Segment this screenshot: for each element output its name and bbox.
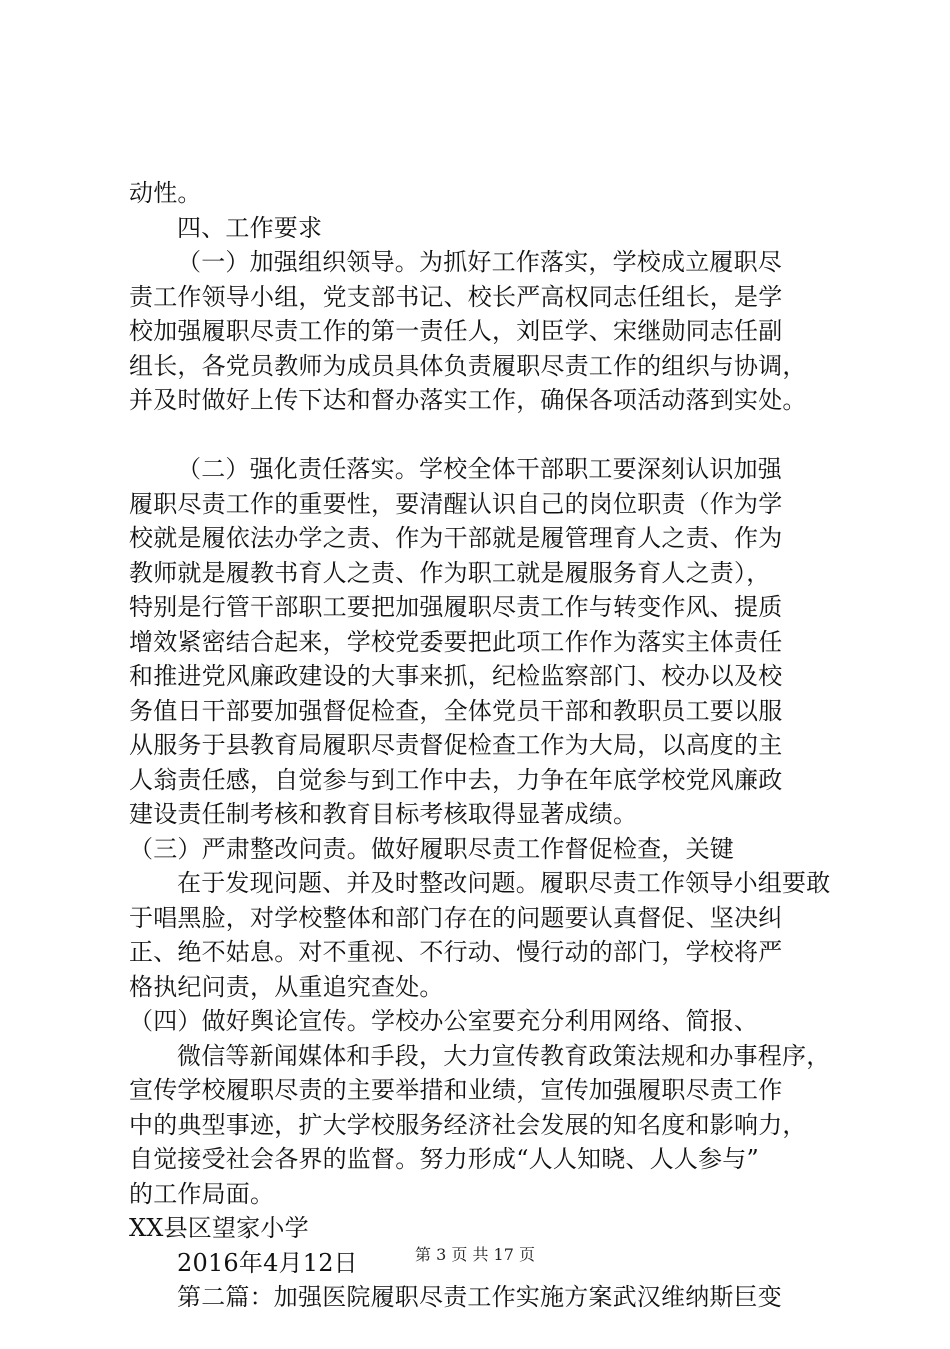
page-number-label: 第 3 页 共 17 页: [415, 1245, 535, 1264]
document-body: [129, 176, 845, 1349]
signature-date: 第二篇：加强医院履职尽责工作实施方案武汉维纳斯巨变: [129, 1280, 845, 1315]
text-line: 格执纪问责，从重追究查处。: [129, 970, 845, 1005]
paragraph-start: 在于发现问题、并及时整改问题。履职尽责工作领导小组要敢: [129, 866, 845, 901]
text-line: （三）严肃整改问责。做好履职尽责工作督促检查，关键: [129, 832, 845, 867]
text-line: 特别是行管干部职工要把加强履职尽责工作与转变作风、提质: [129, 590, 845, 625]
text-line: 责工作领导小组，党支部书记、校长严高权同志任组长，是学: [129, 280, 845, 315]
paragraph-start: 微信等新闻媒体和手段，大力宣传教育政策法规和办事程序，: [129, 1039, 845, 1074]
text-line: 自觉接受社会各界的监督。努力形成“人人知晓、人人参与”: [129, 1142, 845, 1177]
text-line: 增效紧密结合起来，学校党委要把此项工作作为落实主体责任: [129, 625, 845, 660]
text-line: 校就是履依法办学之责、作为干部就是履管理育人之责、作为: [129, 521, 845, 556]
text-line: 从服务于县教育局履职尽责督促检查工作为大局，以高度的主: [129, 728, 845, 763]
text-line: （四）做好舆论宣传。学校办公室要充分利用网络、简报、: [129, 1004, 845, 1039]
text-line: 务值日干部要加强督促检查，全体党员干部和教职员工要以服: [129, 694, 845, 729]
text-line: 于唱黑脸，对学校整体和部门存在的问题要认真督促、坚决纠: [129, 901, 845, 936]
text-line: 并及时做好上传下达和督办落实工作，确保各项活动落到实处。: [129, 383, 845, 418]
text-line: 履职尽责工作的重要性，要清醒认识自己的岗位职责（作为学: [129, 487, 845, 522]
section-heading: 四、工作要求: [129, 211, 845, 246]
paragraph-start: （二）强化责任落实。学校全体干部职工要深刻认识加强: [129, 452, 845, 487]
text-line: 正、绝不姑息。对不重视、不行动、慢行动的部门，学校将严: [129, 935, 845, 970]
signature-organization: 2016年4月12日: [129, 1246, 845, 1281]
page-footer: [0, 1245, 950, 1265]
text-line: 建设责任制考核和教育目标考核取得显著成绩。: [129, 797, 845, 832]
text-line: 动性。: [129, 176, 845, 211]
text-line: 的工作局面。: [129, 1177, 845, 1212]
text-line: 校加强履职尽责工作的第一责任人，刘臣学、宋继勋同志任副: [129, 314, 845, 349]
text-line: XX县区望家小学: [129, 1211, 845, 1246]
text-line: 人翁责任感，自觉参与到工作中去，力争在年底学校党风廉政: [129, 763, 845, 798]
text-line: 教师就是履教书育人之责、作为职工就是履服务育人之责），: [129, 556, 845, 591]
blank-line: [129, 418, 845, 453]
text-line: 宣传学校履职尽责的主要举措和业绩，宣传加强履职尽责工作: [129, 1073, 845, 1108]
text-line: 和推进党风廉政建设的大事来抓，纪检监察部门、校办以及校: [129, 659, 845, 694]
text-line: 组长，各党员教师为成员具体负责履职尽责工作的组织与协调，: [129, 349, 845, 384]
text-line: 中的典型事迹，扩大学校服务经济社会发展的知名度和影响力，: [129, 1108, 845, 1143]
paragraph-start: （一）加强组织领导。为抓好工作落实，学校成立履职尽: [129, 245, 845, 280]
